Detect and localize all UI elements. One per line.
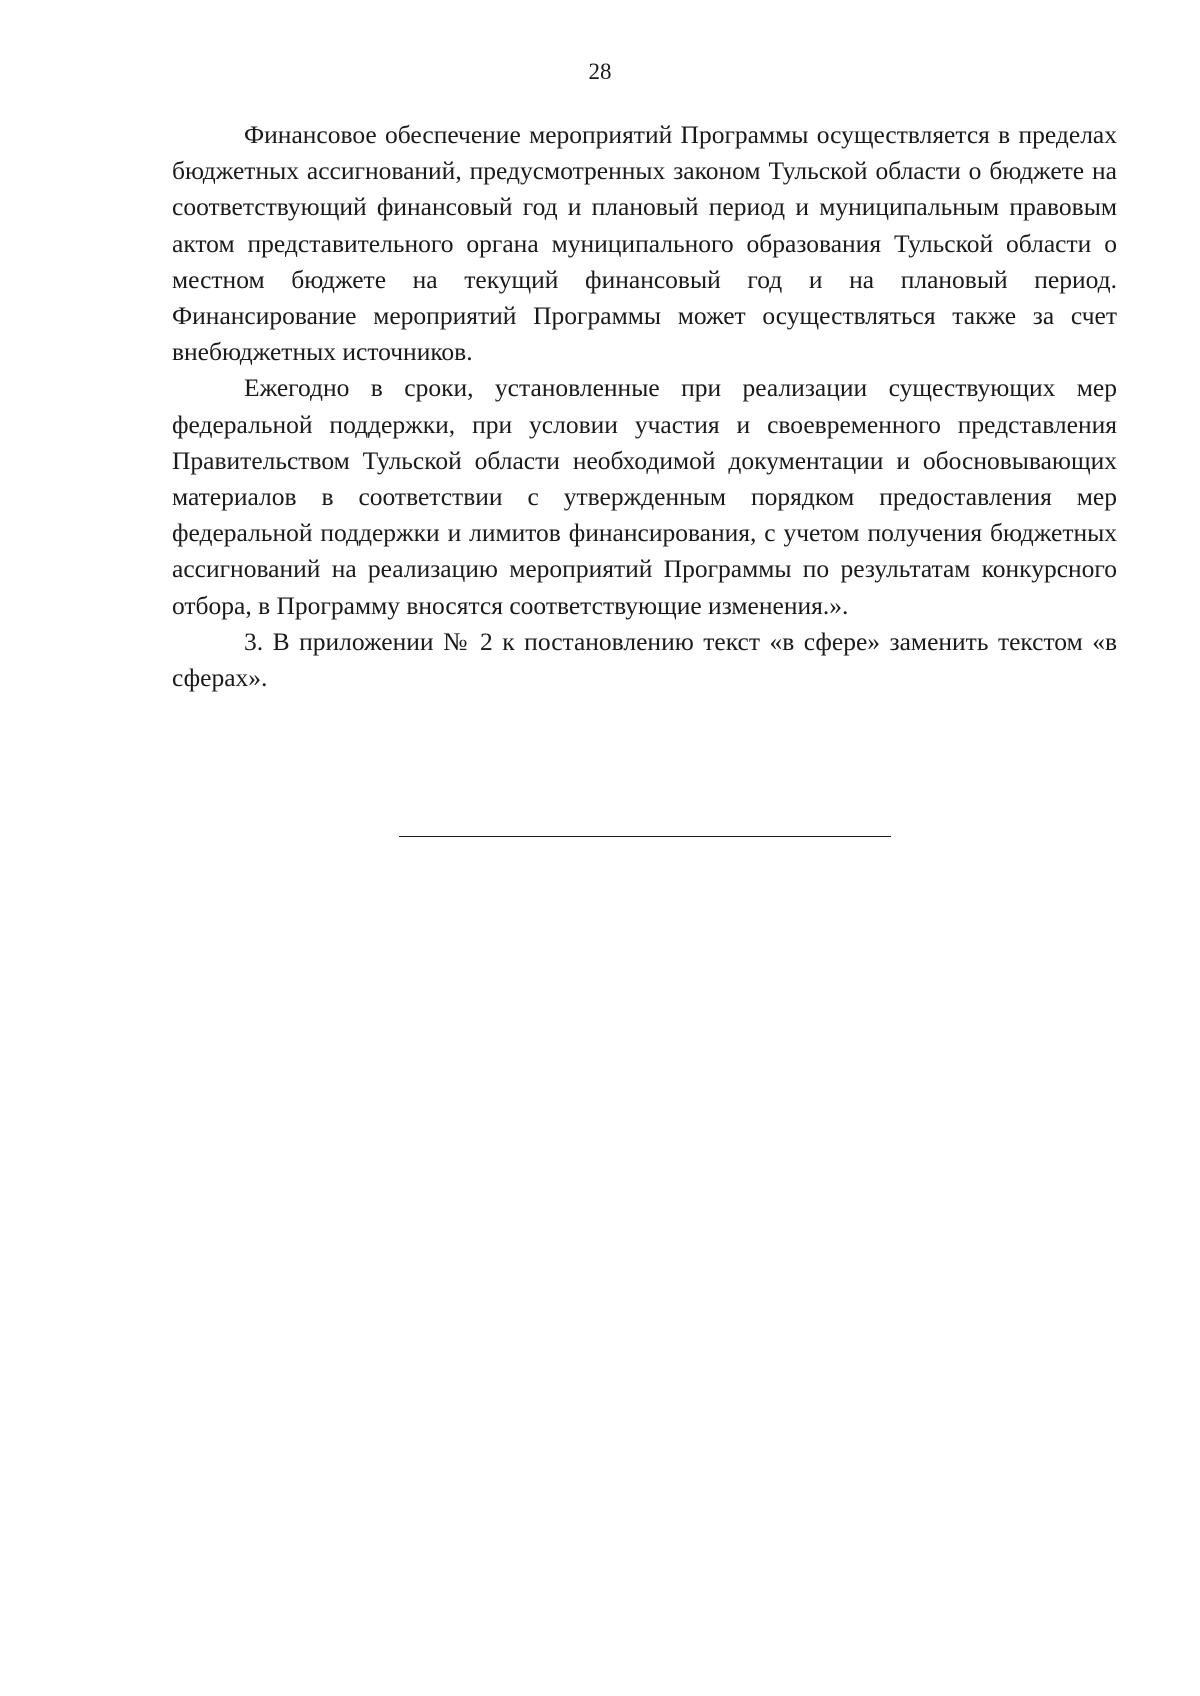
paragraph-annual-changes: Ежегодно в сроки, установленные при реализации существующих мер федеральной поддержки, при условии участия и своевременного представления Правительством Тульской области необходимой документации и обосновывающих материалов в соответствии с утвержденным порядком предоставления мер федеральной поддержки и лимитов финансирования, с учетом получения бюджетных ассигнований на реализацию мероприятий Программы по результатам конкурсного отбора, в Программу вносятся соответствующие изменения.». (172, 373, 1117, 620)
paragraph-financing: Финансовое обеспечение мероприятий Программы осуществляется в пределах бюджетных ассигнований, предусмотренных законом Тульской области о бюджете на соответствующий финансовый год и плановый период и муниципальным правовым актом представительного органа муниципального образования Тульской области о местном бюджете на текущий финансовый год и на плановый период. Финансирование мероприятий Программы может осуществляться также за счет внебюджетных источников. (172, 120, 1117, 367)
paragraph-item-3: 3. В приложении № 2 к постановлению текст «в сфере» заменить текстом «в сферах». (172, 626, 1117, 693)
page-number: 28 (588, 59, 612, 84)
end-of-document-rule (399, 836, 891, 837)
document-body (172, 117, 1117, 696)
